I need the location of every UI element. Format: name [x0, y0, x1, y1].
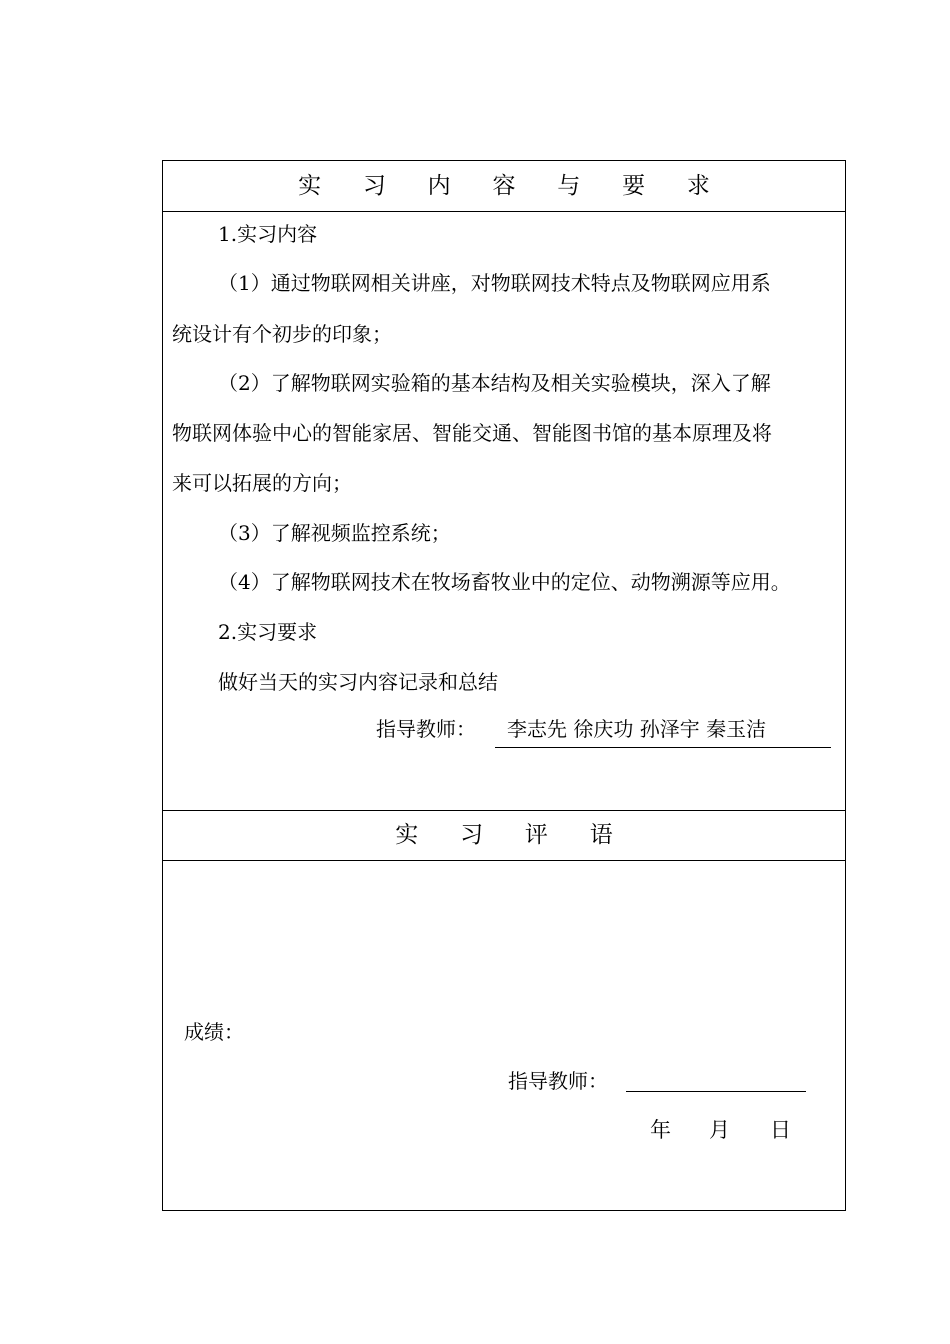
year-label: 年 [650, 1118, 671, 1142]
title-divider [163, 211, 845, 212]
content-section-title: 实 习 内 容 与 要 求 [298, 173, 728, 199]
evaluator-label: 指导教师： [508, 1069, 608, 1093]
evaluation-title-divider [163, 860, 845, 861]
internship-form [162, 160, 846, 1211]
content-item-2-line-2: 物联网体验中心的智能家居、智能交通、智能图书馆的基本原理及将 [172, 421, 772, 445]
teacher-label: 指导教师： [376, 717, 476, 741]
grade-label: 成绩： [184, 1020, 244, 1044]
evaluator-signature-line [626, 1091, 806, 1092]
requirement-text: 做好当天的实习内容记录和总结 [218, 670, 498, 694]
heading-requirements: 2.实习要求 [218, 620, 318, 644]
content-item-1-line-1: （1）通过物联网相关讲座，对物联网技术特点及物联网应用系 [218, 271, 771, 295]
heading-content: 1.实习内容 [218, 222, 318, 246]
content-item-2-line-3: 来可以拓展的方向； [172, 471, 352, 495]
teacher-names-underline [495, 747, 831, 748]
content-item-1-line-2: 统设计有个初步的印象； [172, 322, 392, 346]
content-item-2-line-1: （2）了解物联网实验箱的基本结构及相关实验模块，深入了解 [218, 371, 771, 395]
content-item-3: （3）了解视频监控系统； [218, 521, 451, 545]
content-item-4: （4）了解物联网技术在牧场畜牧业中的定位、动物溯源等应用。 [218, 570, 791, 594]
evaluation-section-title: 实 习 评 语 [395, 822, 630, 848]
day-label: 日 [770, 1118, 791, 1142]
month-label: 月 [709, 1118, 730, 1142]
teacher-names: 李志先 徐庆功 孙泽宇 秦玉洁 [507, 717, 767, 741]
